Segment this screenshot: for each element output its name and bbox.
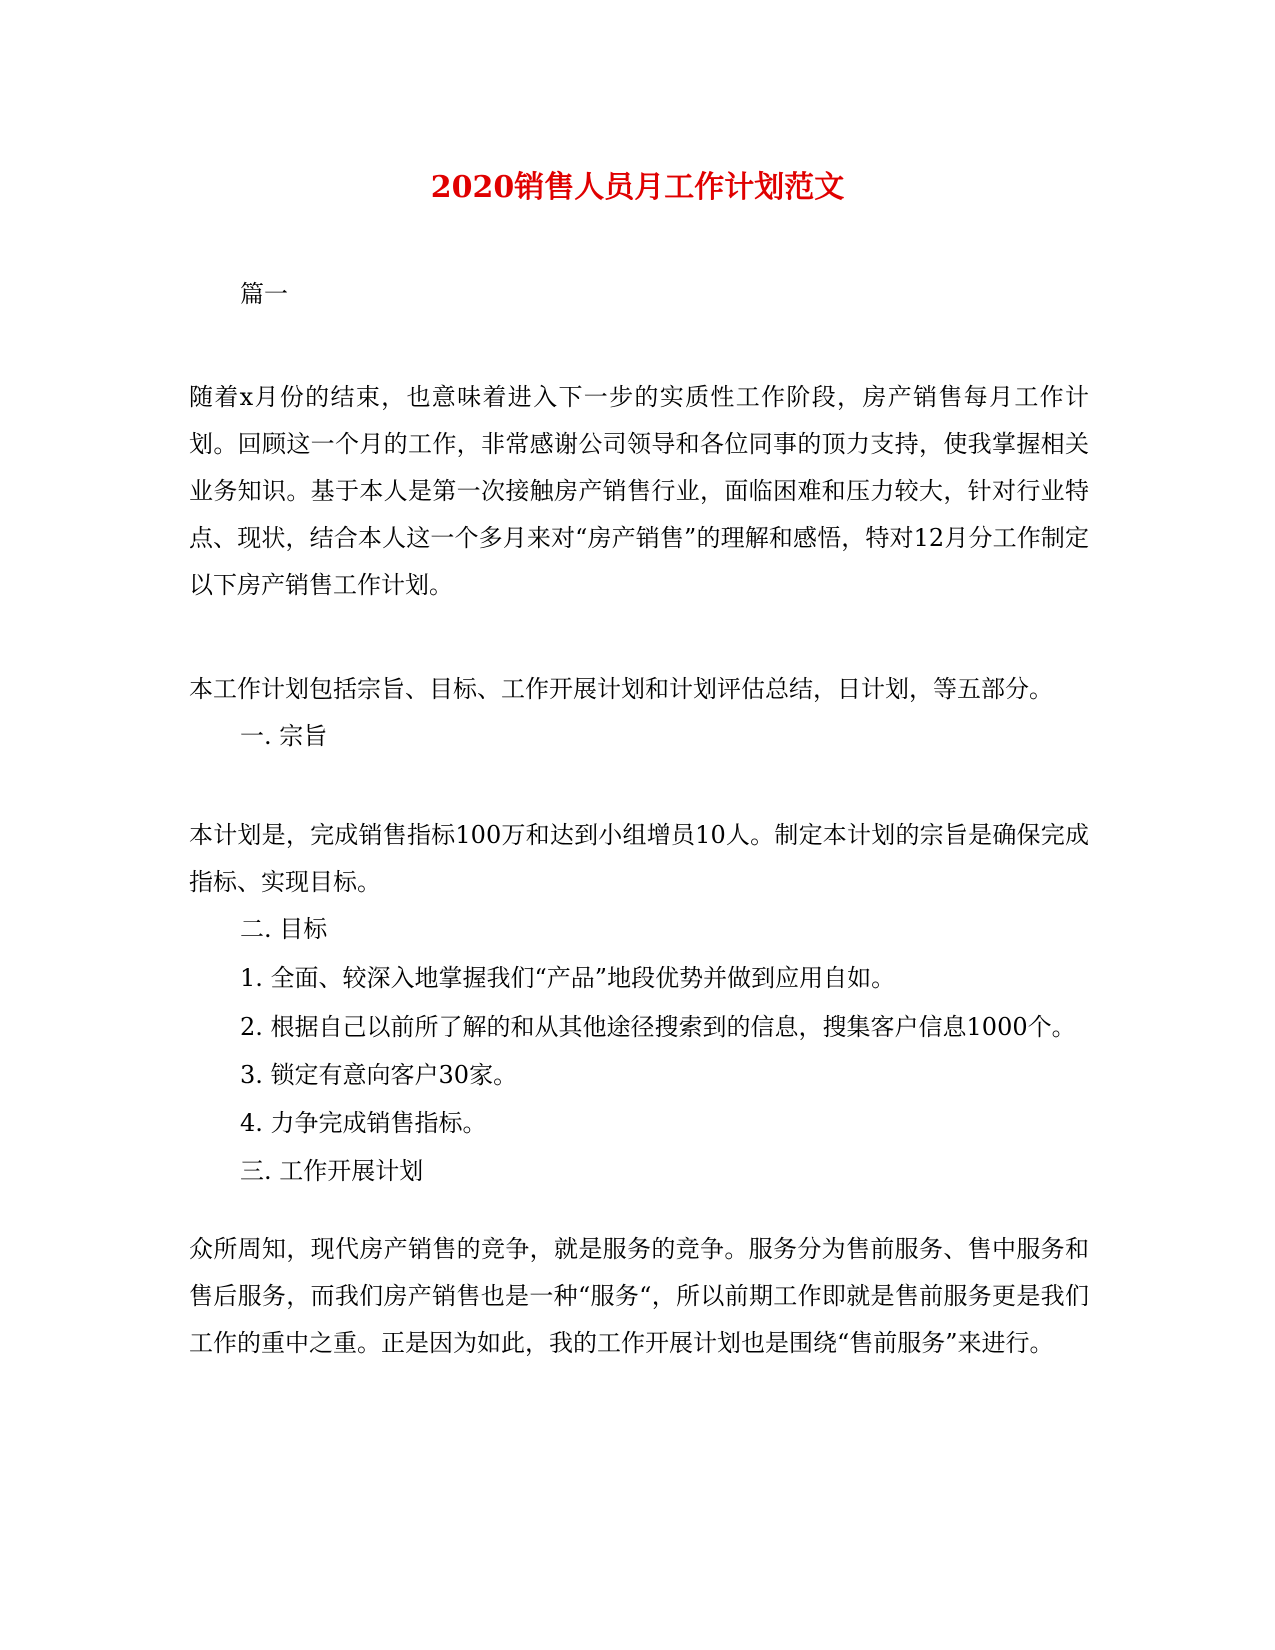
intro-paragraph: 随着x月份的结束，也意味着进入下一步的实质性工作阶段，房产销售每月工作计划。回顾这一个月的工作，非常感谢公司领导和各位同事的顶力支持，使我掌握相关业务知识。基于本人是第一次接触房产销售行业，面临困难和压力较大，针对行业特点、现状，结合本人这一个多月来对“房产销售”的理解和感悟，特对12月分工作制定以下房产销售工作计划。: [189, 383, 1089, 599]
heading-goals: 二. 目标: [240, 915, 328, 943]
plan-overview-paragraph: 本工作计划包括宗旨、目标、工作开展计划和计划评估总结，日计划，等五部分。: [189, 675, 1053, 703]
goal-item: 4. 力争完成销售指标。: [240, 1109, 487, 1137]
heading-purpose: 一. 宗旨: [240, 722, 328, 750]
part-label: 篇一: [240, 280, 288, 308]
heading-work-plan: 三. 工作开展计划: [240, 1157, 424, 1185]
document-title: 2020销售人员月工作计划范文: [430, 170, 845, 205]
purpose-paragraph: 本计划是，完成销售指标100万和达到小组增员10人。制定本计划的宗旨是确保完成指标、实现目标。: [189, 821, 1089, 896]
goal-item: 1. 全面、较深入地掌握我们“产品”地段优势并做到应用自如。: [240, 964, 896, 992]
goal-item: 3. 锁定有意向客户30家。: [240, 1061, 518, 1089]
work-plan-paragraph: 众所周知，现代房产销售的竞争，就是服务的竞争。服务分为售前服务、售中服务和售后服务，而我们房产销售也是一种“服务“，所以前期工作即就是售前服务更是我们工作的重中之重。正是因为如此，我的工作开展计划也是围绕“售前服务”来进行。: [189, 1235, 1089, 1357]
goal-item: 2. 根据自己以前所了解的和从其他途径搜索到的信息，搜集客户信息1000个。: [240, 1013, 1076, 1041]
